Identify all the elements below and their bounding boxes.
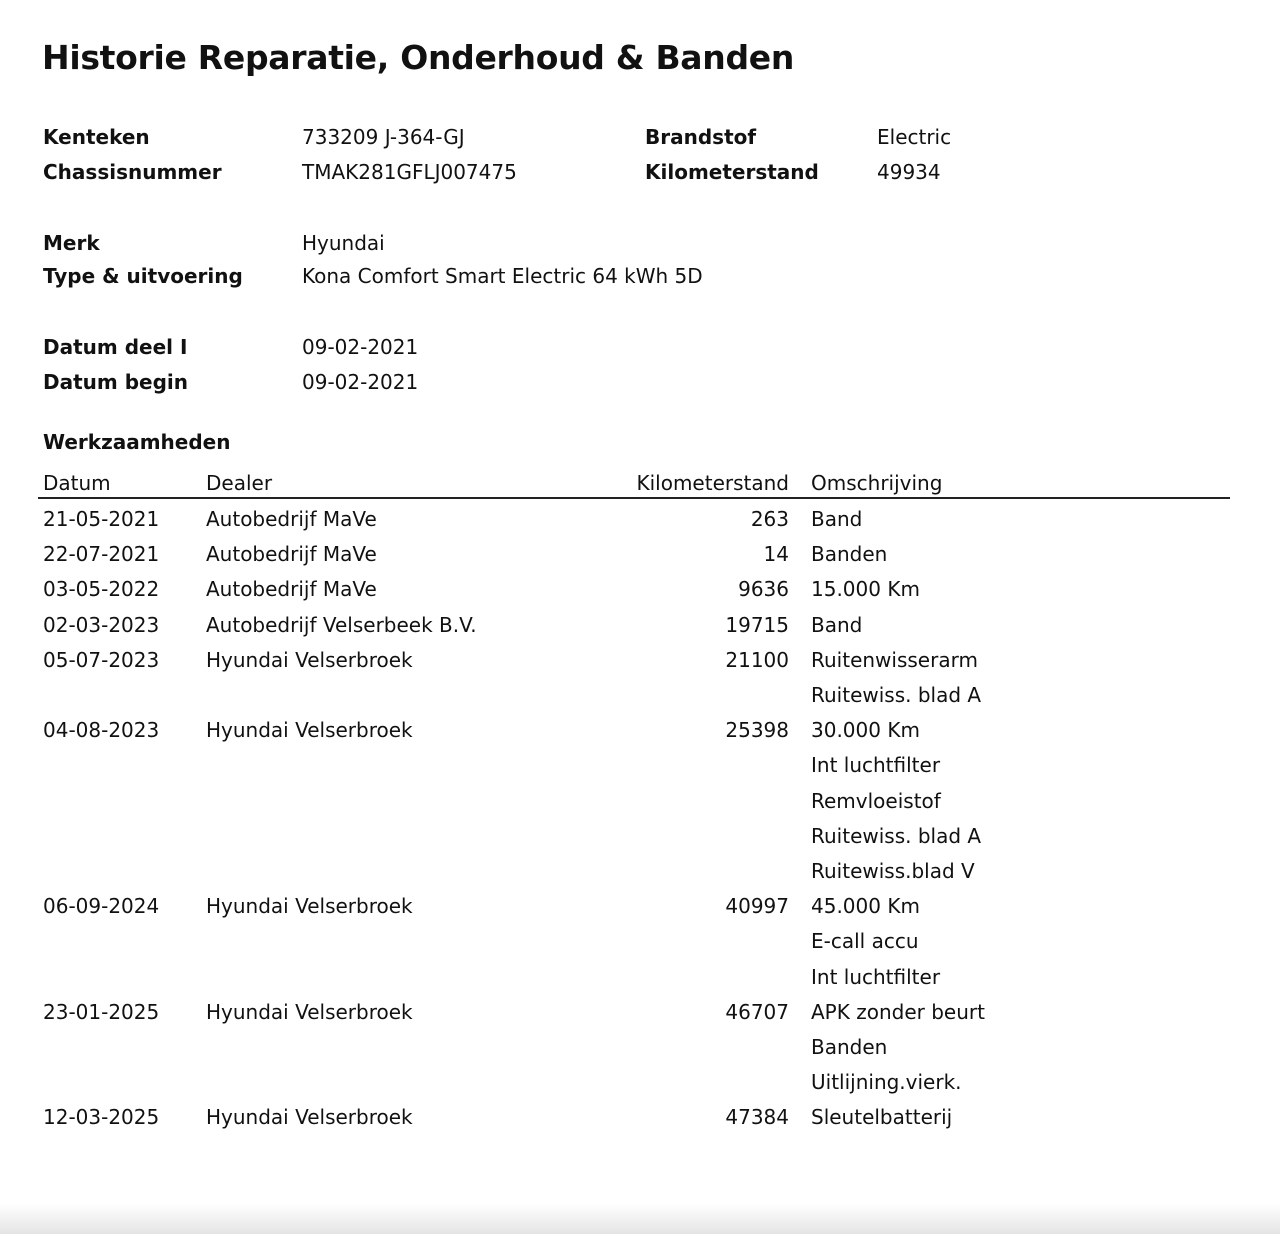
cell-dealer: Hyundai Velserbroek [206,894,413,919]
omschrijving-line: Band [811,507,863,531]
omschrijving-line: 30.000 Km [811,718,920,743]
omschrijving-line: Ruitewiss.blad V [811,858,975,883]
cell-datum: 02-03-2023 [43,612,160,637]
cell-kilometerstand: 19715 [725,612,789,637]
cell-omschrijving [811,713,981,889]
cell-dealer: Hyundai Velserbroek [206,1105,413,1130]
column-header-dealer: Dealer [206,471,273,495]
cell-datum: 23-01-2025 [43,999,160,1024]
cell-datum: 06-09-2024 [43,894,160,919]
cell-omschrijving [811,995,985,1101]
omschrijving-line: E-call accu [811,929,919,954]
page-bottom-shadow [0,1204,1280,1234]
werkzaamheden-title: Werkzaamheden [43,430,231,454]
header-divider [38,497,1230,499]
cell-dealer: Autobedrijf MaVe [206,577,377,602]
cell-omschrijving [811,643,981,713]
cell-datum: 04-08-2023 [43,718,160,743]
cell-kilometerstand: 21100 [725,647,789,672]
kilometerstand-value: 49934 [877,160,941,184]
cell-datum: 05-07-2023 [43,647,160,672]
omschrijving-line: Int luchtfilter [811,753,941,778]
cell-omschrijving [811,1100,952,1135]
omschrijving-line: Ruitewiss. blad A [811,823,982,848]
omschrijving-line: Banden [811,1034,888,1059]
werkzaamheden-table-header [0,466,1280,498]
table-row [0,643,1280,713]
info-row-type [0,259,1280,294]
table-row [0,502,1280,537]
cell-dealer: Autobedrijf MaVe [206,507,377,531]
table-row [0,572,1280,607]
column-header-kilometerstand: Kilometerstand [636,471,789,495]
cell-datum: 03-05-2022 [43,577,160,602]
chassis-value: TMAK281GFLJ007475 [302,160,517,184]
cell-kilometerstand: 263 [750,507,789,531]
cell-dealer: Autobedrijf MaVe [206,542,377,567]
kenteken-value: 733209 J-364-GJ [302,125,465,149]
datum-deel-value: 09-02-2021 [302,335,419,359]
omschrijving-line: Ruitenwisserarm [811,647,978,672]
kilometerstand-label: Kilometerstand [645,160,819,184]
type-value: Kona Comfort Smart Electric 64 kWh 5D [302,264,703,288]
brandstof-value: Electric [877,125,952,149]
omschrijving-line: 45.000 Km [811,894,920,919]
cell-dealer: Hyundai Velserbroek [206,718,413,743]
column-header-omschrijving: Omschrijving [811,471,943,495]
info-row-datum-begin [0,365,1280,400]
info-row-kenteken [0,120,1280,155]
table-row [0,1100,1280,1135]
cell-dealer: Hyundai Velserbroek [206,999,413,1024]
cell-omschrijving [811,537,887,572]
table-row [0,608,1280,643]
omschrijving-line: Banden [811,542,888,567]
table-row [0,537,1280,572]
cell-datum: 22-07-2021 [43,542,160,567]
info-row-chassis [0,155,1280,190]
datum-begin-value: 09-02-2021 [302,370,419,394]
omschrijving-line: Sleutelbatterij [811,1105,953,1130]
brandstof-label: Brandstof [645,125,757,149]
table-row [0,995,1280,1101]
info-row-datum-deel [0,330,1280,365]
type-label: Type & uitvoering [43,264,243,288]
cell-kilometerstand: 40997 [725,894,789,919]
table-header-row [0,466,1280,498]
table-row [0,889,1280,995]
cell-datum: 21-05-2021 [43,507,160,531]
werkzaamheden-table-body [0,502,1280,1136]
cell-omschrijving [811,608,862,643]
page-title: Historie Reparatie, Onderhoud & Banden [42,38,795,77]
kenteken-label: Kenteken [43,125,150,149]
omschrijving-line: Ruitewiss. blad A [811,682,982,707]
column-header-datum: Datum [43,471,111,495]
omschrijving-line: 15.000 Km [811,577,920,602]
cell-dealer: Hyundai Velserbroek [206,647,413,672]
datum-deel-label: Datum deel I [43,335,188,359]
cell-omschrijving [811,502,862,537]
cell-kilometerstand: 14 [763,542,789,567]
datum-begin-label: Datum begin [43,370,188,394]
cell-kilometerstand: 25398 [725,718,789,743]
cell-omschrijving [811,572,920,607]
cell-omschrijving [811,889,940,995]
chassis-label: Chassisnummer [43,160,222,184]
omschrijving-line: Int luchtfilter [811,964,941,989]
merk-value: Hyundai [302,231,385,255]
merk-label: Merk [43,231,100,255]
cell-datum: 12-03-2025 [43,1105,160,1130]
cell-kilometerstand: 47384 [725,1105,789,1130]
cell-kilometerstand: 46707 [725,999,789,1024]
omschrijving-line: Uitlijning.vierk. [811,1070,962,1095]
omschrijving-line: APK zonder beurt [811,999,985,1024]
omschrijving-line: Band [811,612,863,637]
cell-dealer: Autobedrijf Velserbeek B.V. [206,612,477,637]
cell-kilometerstand: 9636 [738,577,789,602]
omschrijving-line: Remvloeistof [811,788,941,813]
table-row [0,713,1280,889]
info-row-merk [0,226,1280,261]
